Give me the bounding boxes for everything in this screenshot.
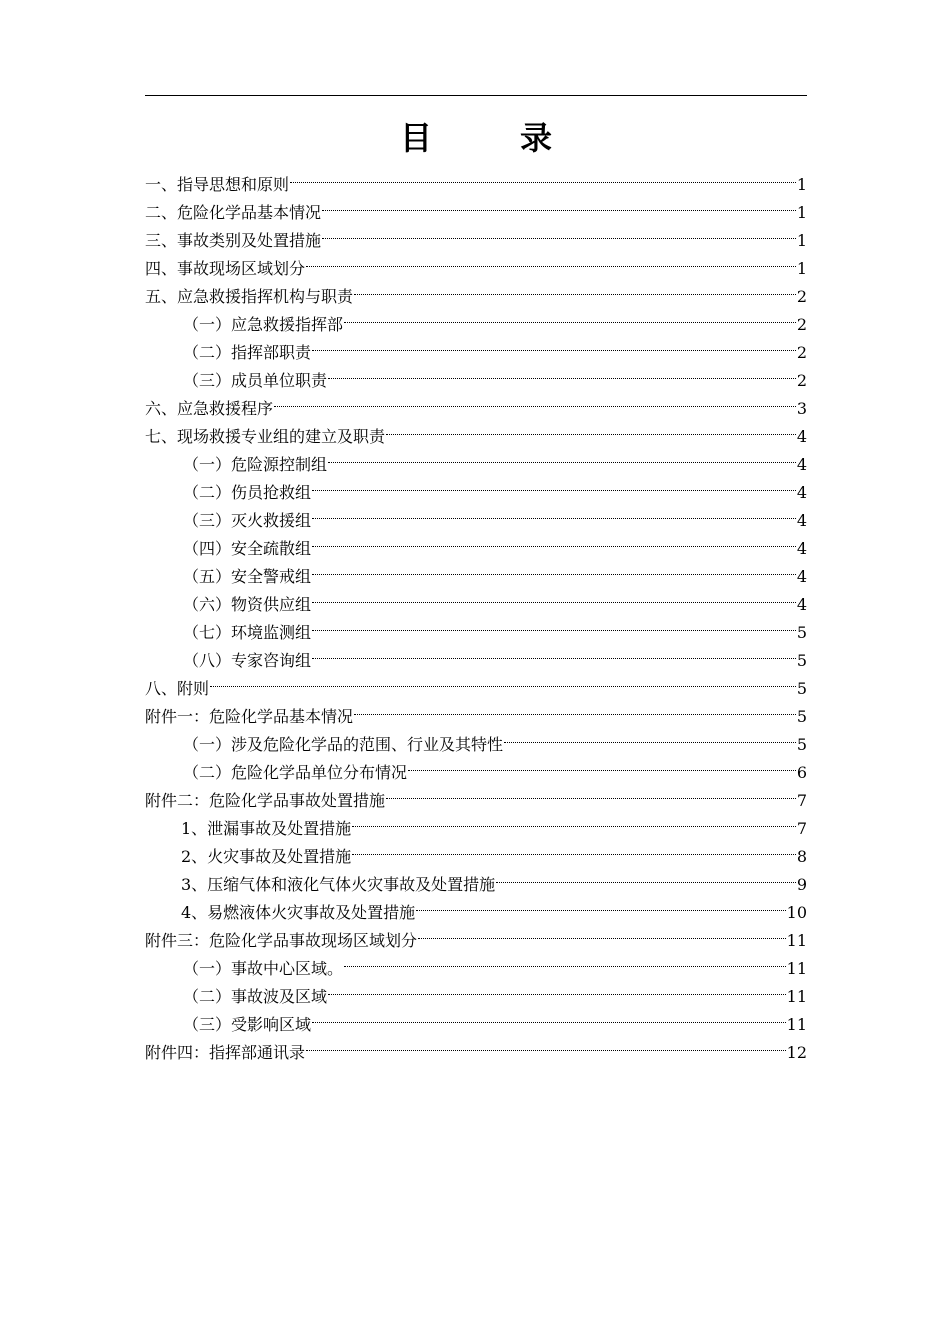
dot-leader (312, 498, 796, 526)
toc-entry-title: 1、泄漏事故及处置措施 (181, 819, 352, 838)
dot-leader (306, 246, 796, 274)
toc-entry-title: 4、易燃液体火灾事故及处置措施 (181, 903, 416, 922)
toc-entry-title: （一）危险源控制组 (183, 455, 328, 474)
dot-leader (418, 918, 786, 946)
dot-leader (322, 218, 796, 246)
toc-entry-page-number: 1 (796, 203, 807, 222)
dot-leader (312, 554, 796, 582)
toc-entry-title: （三）成员单位职责 (183, 371, 328, 390)
toc-entry-page-number: 3 (796, 399, 807, 418)
dot-leader (352, 834, 796, 862)
toc-entry-page-number: 2 (796, 343, 807, 362)
toc-entry-page-number: 4 (796, 567, 807, 586)
toc-entry-title: 2、火灾事故及处置措施 (181, 847, 352, 866)
toc-entry-title: （四）安全疏散组 (183, 539, 312, 558)
toc-entry-page-number: 11 (786, 1015, 807, 1034)
dot-leader (496, 862, 796, 890)
toc-entry-title: 3、压缩气体和液化气体火灾事故及处置措施 (181, 875, 496, 894)
dot-leader (328, 442, 796, 470)
dot-leader (328, 358, 796, 386)
dot-leader (312, 1002, 786, 1030)
toc-entry[interactable] (145, 162, 807, 194)
toc-entry-page-number: 4 (796, 483, 807, 502)
toc-entry-title: 四、事故现场区域划分 (145, 259, 306, 278)
toc-entry-page-number: 7 (796, 791, 807, 810)
toc-entry-title: 附件一：危险化学品基本情况 (145, 707, 354, 726)
dot-leader (274, 386, 796, 414)
toc-entry-title: 三、事故类别及处置措施 (145, 231, 322, 250)
dot-leader (416, 890, 785, 918)
toc-list (145, 162, 807, 1062)
toc-entry-page-number: 5 (796, 651, 807, 670)
toc-title: 目 录 (399, 119, 580, 157)
dot-leader (354, 694, 796, 722)
toc-entry-title: （一）应急救援指挥部 (183, 315, 344, 334)
dot-leader (354, 274, 796, 302)
toc-entry-page-number: 12 (786, 1043, 807, 1062)
toc-entry-page-number: 2 (796, 371, 807, 390)
toc-entry-title: 一、指导思想和原则 (145, 175, 290, 194)
dot-leader (386, 778, 796, 806)
toc-entry-page-number: 10 (786, 903, 807, 922)
toc-entry-page-number: 1 (796, 175, 807, 194)
toc-entry-title: （一）涉及危险化学品的范围、行业及其特性 (183, 735, 504, 754)
toc-entry-title: 七、现场救援专业组的建立及职责 (145, 427, 386, 446)
toc-entry-page-number: 11 (786, 931, 807, 950)
toc-entry-title: （五）安全警戒组 (183, 567, 312, 586)
toc-entry-title: （六）物资供应组 (183, 595, 312, 614)
toc-entry-title: （八）专家咨询组 (183, 651, 312, 670)
dot-leader (210, 666, 796, 694)
toc-entry-page-number: 2 (796, 315, 807, 334)
toc-entry[interactable] (145, 694, 807, 726)
toc-entry-title: 八、附则 (145, 679, 210, 698)
toc-entry-page-number: 5 (796, 735, 807, 754)
toc-entry-title: （二）事故波及区域 (183, 987, 328, 1006)
toc-entry-title: （二）伤员抢救组 (183, 483, 312, 502)
toc-entry-page-number: 4 (796, 511, 807, 530)
toc-entry-page-number: 9 (796, 875, 807, 894)
dot-leader (322, 190, 796, 218)
toc-entry-title: 五、应急救援指挥机构与职责 (145, 287, 354, 306)
toc-entry-page-number: 5 (796, 707, 807, 726)
toc-entry-page-number: 8 (796, 847, 807, 866)
dot-leader (344, 946, 786, 974)
toc-entry-title: 附件四：指挥部通讯录 (145, 1043, 306, 1062)
toc-entry-title: 二、危险化学品基本情况 (145, 203, 322, 222)
dot-leader (328, 974, 786, 1002)
dot-leader (504, 722, 796, 750)
toc-entry-title: （二）危险化学品单位分布情况 (183, 763, 408, 782)
toc-entry[interactable] (145, 666, 807, 698)
dot-leader (408, 750, 796, 778)
dot-leader (386, 414, 796, 442)
dot-leader (312, 638, 796, 666)
toc-entry-page-number: 1 (796, 231, 807, 250)
toc-entry-page-number: 4 (796, 539, 807, 558)
dot-leader (312, 610, 796, 638)
toc-entry-title: （七）环境监测组 (183, 623, 312, 642)
toc-entry-page-number: 6 (796, 763, 807, 782)
dot-leader (290, 162, 796, 190)
toc-entry-title: （三）灭火救援组 (183, 511, 312, 530)
dot-leader (306, 1030, 786, 1058)
header-rule (145, 95, 807, 96)
dot-leader (312, 582, 796, 610)
toc-entry-page-number: 11 (786, 987, 807, 1006)
toc-entry-title: （三）受影响区域 (183, 1015, 312, 1034)
toc-entry-title: （二）指挥部职责 (183, 343, 312, 362)
toc-entry-page-number: 7 (796, 819, 807, 838)
dot-leader (312, 330, 796, 358)
toc-entry-page-number: 4 (796, 427, 807, 446)
toc-entry-page-number: 1 (796, 259, 807, 278)
toc-entry-page-number: 5 (796, 679, 807, 698)
toc-entry-title: 附件三：危险化学品事故现场区域划分 (145, 931, 418, 950)
dot-leader (344, 302, 796, 330)
toc-entry-page-number: 5 (796, 623, 807, 642)
dot-leader (312, 470, 796, 498)
toc-entry-title: 六、应急救援程序 (145, 399, 274, 418)
toc-entry-page-number: 4 (796, 455, 807, 474)
toc-entry-page-number: 2 (796, 287, 807, 306)
dot-leader (352, 806, 796, 834)
toc-entry-page-number: 4 (796, 595, 807, 614)
toc-entry-title: 附件二：危险化学品事故处置措施 (145, 791, 386, 810)
dot-leader (312, 526, 796, 554)
toc-entry-page-number: 11 (786, 959, 807, 978)
toc-entry-title: （一）事故中心区域。 (183, 959, 344, 978)
